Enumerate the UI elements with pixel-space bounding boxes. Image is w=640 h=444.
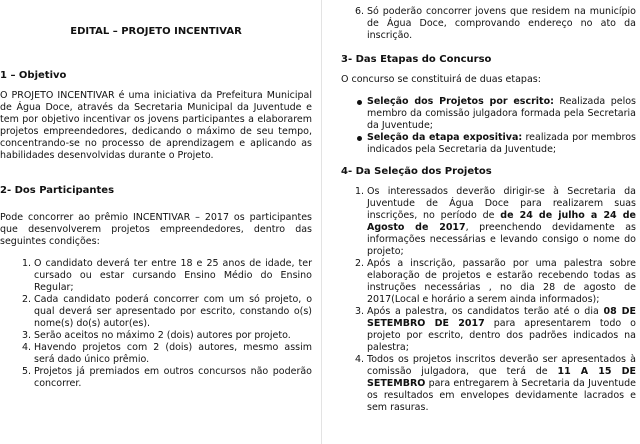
section-3-heading: 3- Das Etapas do Concurso — [341, 54, 492, 65]
list-item-date: 08 DE SETEMBRO DE 2017 — [367, 306, 636, 329]
list-item-text: Havendo projetos com 2 (dois) autores, mesmo assim será dado único prêmio. — [34, 342, 312, 365]
list-item-number: 1. — [355, 186, 365, 197]
list-item — [22, 258, 312, 294]
list-item-text: Projetos já premiados em outros concursos não poderão concorrer. — [34, 366, 312, 389]
list-item-text: Serão aceitos no máximo 2 (dois) autores por projeto. — [34, 330, 291, 341]
list-item — [22, 342, 312, 366]
list-item-text: Só poderão concorrer jovens que residem na município de Água Doce, comprovando endereço no ato da inscrição. — [367, 6, 636, 41]
stage-title: Seleção dos Projetos por escrito: — [367, 96, 554, 107]
list-item-date: de 24 de julho a 24 de Agosto de 2017 — [367, 210, 637, 233]
bullet-icon — [357, 100, 362, 105]
section-3-intro: O concurso se constituirá de duas etapas: — [341, 74, 541, 85]
list-item — [355, 306, 636, 354]
list-item-number: 5. — [22, 366, 32, 377]
section-2-intro: Pode concorrer ao prêmio INCENTIVAR – 2017 os participantes que desenvolverem projetos empreendedores, dentro das seguintes condições: — [0, 212, 312, 247]
list-item-text: , preenchendo devidamente as informações necessárias e levando consigo o nome do projeto; — [367, 222, 636, 257]
list-item-text: O candidato deverá ter entre 18 e 25 anos de idade, ter cursado ou estar cursando Ensino Médio do Ensino Regular; — [34, 258, 312, 293]
list-item-text: Após a palestra, os candidatos terão até o dia — [367, 306, 604, 317]
list-item — [355, 96, 636, 132]
list-item — [22, 330, 312, 342]
stage-text: realizada por membros indicados pela Secretaria da Juventude; — [367, 132, 636, 155]
list-item-number: 3. — [355, 306, 365, 317]
list-item — [355, 132, 636, 156]
list-item — [22, 294, 312, 330]
list-item-number: 4. — [22, 342, 32, 353]
selection-list — [355, 186, 636, 414]
list-item — [355, 354, 636, 414]
list-item-text: Cada candidato poderá concorrer com um só projeto, o qual deverá ser apresentado por escrito, constando o(s) nome(s) do(s) autor(es). — [34, 294, 312, 329]
section-1-text: O PROJETO INCENTIVAR é uma iniciativa da Prefeitura Municipal de Água Doce, através da Secretaria Municipal da Juventude e tem por objetivo incentivar os jovens participantes a elaborarem projetos empreendedores, dedicando o máximo de seu tempo, concentrando-se no processo de aprendizagem e aplicando as habilidades desenvolvidas durante o Projeto. — [0, 90, 312, 161]
list-item-text: Todos os projetos inscritos deverão ser apresentados à comissão julgadora, que terá de — [367, 354, 636, 377]
list-item — [355, 186, 636, 258]
column-divider — [321, 0, 322, 444]
section-4-heading: 4- Da Seleção dos Projetos — [341, 166, 492, 177]
list-item-number: 1. — [22, 258, 32, 269]
list-item-number: 2. — [22, 294, 32, 305]
list-item-number: 6. — [355, 6, 365, 17]
stage-text: Realizada pelos membro da comissão julgadora formada pela Secretaria da Juventude; — [367, 96, 636, 131]
stages-list — [355, 96, 636, 156]
document-title: EDITAL – PROJETO INCENTIVAR — [70, 26, 242, 37]
stage-title: Seleção da etapa expositiva: — [367, 132, 523, 143]
list-item-date: 11 A 15 DE SETEMBRO — [367, 366, 636, 389]
list-item-number: 3. — [22, 330, 32, 341]
list-item-number: 4. — [355, 354, 365, 365]
list-item — [355, 258, 636, 306]
section-1-heading: 1 – Objetivo — [0, 70, 67, 81]
bullet-icon — [357, 136, 362, 141]
continued-list — [355, 6, 636, 42]
list-item — [355, 6, 636, 42]
list-item-text: para apresentarem todo o projeto por escrito, dentro dos padrões indicados na palestra; — [367, 318, 636, 353]
list-item-text: Os interessados deverão dirigir-se à Secretaria da Juventude de Água Doce para realizarem suas inscrições, no período de — [367, 186, 636, 221]
list-item-number: 2. — [355, 258, 365, 269]
list-item-text: para entregarem à Secretaria da Juventude os resultados em envelopes devidamente lacrados e sem rasuras. — [367, 378, 636, 413]
conditions-list — [22, 258, 312, 390]
list-item — [22, 366, 312, 390]
section-2-heading: 2- Dos Participantes — [0, 185, 115, 196]
list-item-text: Após a inscrição, passarão por uma palestra sobre elaboração de projetos e estarão recebendo todas as instruções necessárias , no dia 28 de agosto de 2017(Local e horário a serem ainda informados); — [367, 258, 636, 305]
